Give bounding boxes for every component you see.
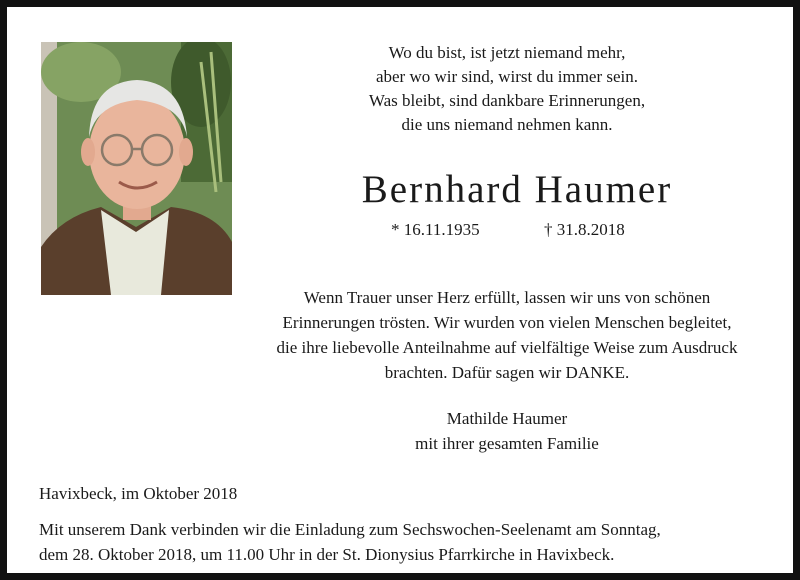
deceased-name: Bernhard Haumer <box>361 168 673 211</box>
invitation-text <box>39 517 789 567</box>
birth-date: * 16.11.1935 <box>391 220 480 239</box>
thanks-text <box>227 285 787 385</box>
invitation-line: Mit unserem Dank verbinden wir die Einladung zum Sechswochen-Seelenamt am Sonntag, <box>39 520 661 539</box>
thanks-line: die ihre liebevolle Anteilnahme auf vielfältige Weise zum Ausdruck <box>276 338 738 357</box>
poem <box>307 41 707 137</box>
poem-line: aber wo wir sind, wirst du immer sein. <box>375 67 639 86</box>
signature <box>307 406 707 456</box>
place-date: Havixbeck, im Oktober 2018 <box>39 484 238 503</box>
portrait-photo-icon <box>41 42 232 295</box>
thanks-line: Erinnerungen trösten. Wir wurden von vielen Menschen begleitet, <box>282 313 732 332</box>
signature-family: mit ihrer gesamten Familie <box>415 434 599 453</box>
thanks-line: brachten. Dafür sagen wir DANKE. <box>384 363 630 382</box>
poem-line: Wo du bist, ist jetzt niemand mehr, <box>388 43 626 62</box>
invitation-line: dem 28. Oktober 2018, um 11.00 Uhr in der St. Dionysius Pfarrkirche in Havixbeck. <box>39 545 615 564</box>
death-date: † 31.8.2018 <box>544 220 625 239</box>
thanks-line: Wenn Trauer unser Herz erfüllt, lassen wir uns von schönen <box>303 288 711 307</box>
poem-line: die uns niemand nehmen kann. <box>401 115 613 134</box>
signature-name: Mathilde Haumer <box>446 409 568 428</box>
poem-line: Was bleibt, sind dankbare Erinnerungen, <box>368 91 646 110</box>
portrait-photo <box>41 42 232 295</box>
